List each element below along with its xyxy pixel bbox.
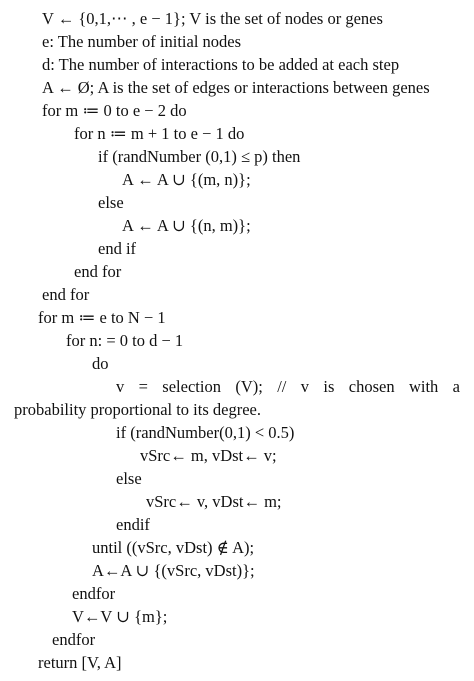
algo-line-13: end for — [42, 285, 90, 304]
algo-line-14: for m ≔ e to N − 1 — [38, 308, 166, 327]
algo-line-17: v = selection (V); // v is chosen with a — [116, 377, 460, 396]
algo-line-23: endif — [116, 515, 150, 534]
algo-line-9: else — [98, 193, 124, 212]
algo-line-5: for m ≔ 0 to e − 2 do — [42, 101, 187, 120]
algo-line-8: A ← A ∪ {(m, n)}; — [122, 170, 251, 189]
algo-line-25: A←A ∪ {(vSrc, vDst)}; — [92, 561, 255, 580]
algo-line-15: for n: = 0 to d − 1 — [66, 331, 184, 350]
algo-line-4: A ← Ø; A is the set of edges or interactions between genes — [42, 78, 430, 97]
algo-line-22: vSrc← v, vDst← m; — [146, 492, 282, 511]
algo-line-24: until ((vSrc, vDst) ∉ A); — [92, 538, 255, 557]
algo-line-10: A ← A ∪ {(n, m)}; — [122, 216, 251, 235]
algo-line-19: if (randNumber(0,1) < 0.5) — [116, 423, 295, 442]
algo-line-26: endfor — [72, 584, 116, 603]
algo-line-6: for n ≔ m + 1 to e − 1 do — [74, 124, 245, 143]
algo-line-7: if (randNumber (0,1) ≤ p) then — [98, 147, 301, 166]
algo-line-12: end for — [74, 262, 122, 281]
algo-line-28: endfor — [52, 630, 96, 649]
algo-line-20: vSrc← m, vDst← v; — [140, 446, 277, 465]
algo-line-21: else — [116, 469, 142, 488]
algo-line-16: do — [92, 354, 109, 373]
algo-line-11: end if — [98, 239, 137, 258]
algo-line-18: probability proportional to its degree. — [14, 400, 261, 419]
algo-line-1: V ← {0,1,⋯ , e − 1}; V is the set of nodes or genes — [42, 9, 383, 28]
algo-line-3: d: The number of interactions to be added at each step — [42, 55, 400, 74]
algo-line-2: e: The number of initial nodes — [42, 32, 242, 51]
algo-line-29: return [V, A] — [38, 653, 122, 672]
algo-line-27: V←V ∪ {m}; — [72, 607, 168, 626]
